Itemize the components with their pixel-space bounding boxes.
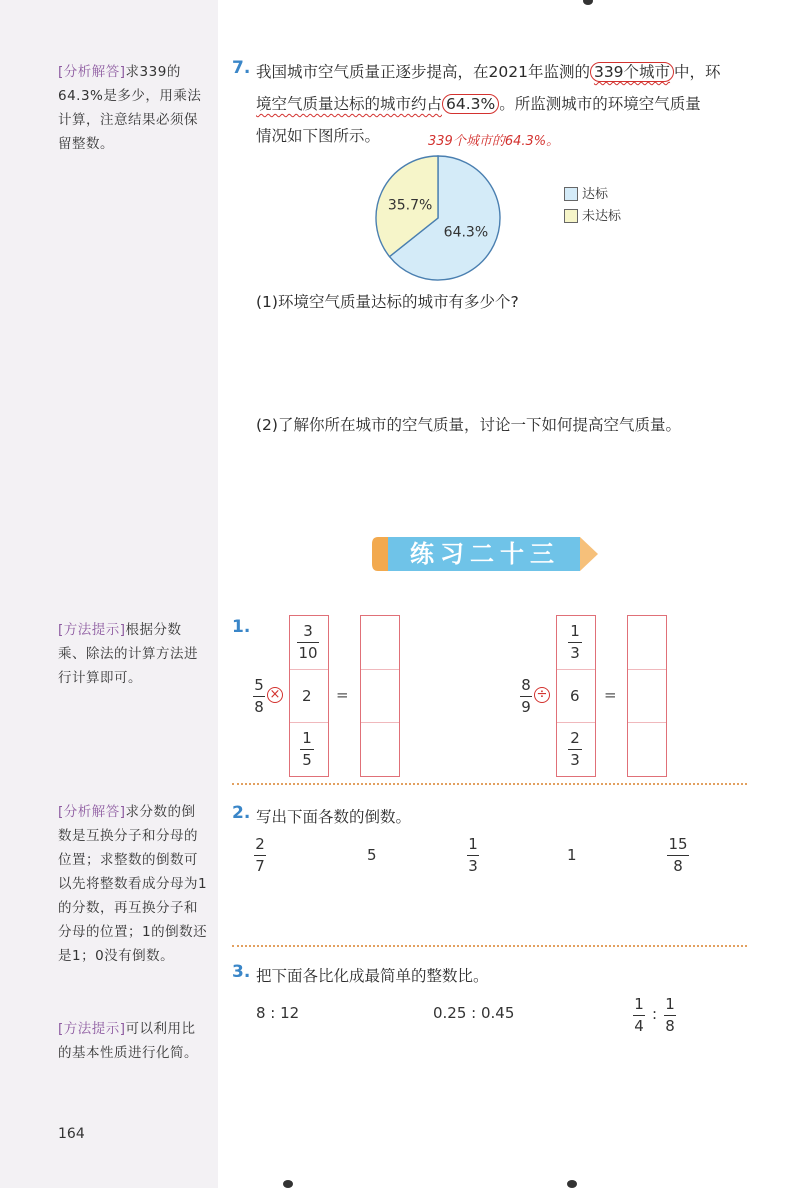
section-divider	[232, 945, 747, 947]
integer-item: 1	[567, 846, 577, 864]
note-tag: [分析解答]	[58, 804, 126, 820]
denominator: 8	[254, 698, 264, 716]
question-number: 7.	[232, 58, 251, 78]
numerator: 1	[570, 622, 580, 640]
answer-column[interactable]	[360, 615, 400, 777]
numerator: 8	[521, 676, 531, 694]
answer-column[interactable]	[627, 615, 667, 777]
denominator: 8	[673, 857, 683, 875]
legend-label-met: 达标	[582, 187, 609, 202]
binding-dot	[567, 1180, 577, 1188]
numerator: 2	[255, 835, 265, 853]
legend-swatch-unmet	[564, 209, 578, 223]
numerator: 2	[570, 729, 580, 747]
fraction-operand	[520, 676, 532, 717]
margin-sidebar	[0, 0, 218, 1188]
note-text: 根据分数乘、除法的计算方法进行计算即可。	[58, 622, 198, 686]
exercise-prompt	[256, 964, 489, 986]
circled-text: 339个城市	[590, 62, 674, 82]
circled-text: 64.3%	[442, 94, 499, 114]
fraction-cell	[300, 729, 314, 770]
integer-cell: 2	[302, 687, 312, 705]
section-title: 练习二十三	[390, 537, 580, 571]
exercise-number: 2.	[232, 803, 251, 823]
prompt-text: 把下面各比化成最简单的整数比。	[256, 967, 489, 985]
text-segment: 境空气质量达标的城市约占	[256, 95, 443, 113]
page-number: 164	[58, 1126, 85, 1142]
sub-question: (1)环境空气质量达标的城市有多少个?	[256, 293, 519, 311]
sidebar-note-method	[58, 1017, 208, 1065]
sidebar-note-method	[58, 618, 208, 690]
fraction-cell	[568, 729, 582, 770]
ratio-item: 0.25 : 0.45	[433, 1004, 515, 1022]
denominator: 4	[634, 1017, 644, 1035]
pie-chart	[368, 148, 508, 288]
denominator: 5	[302, 751, 312, 769]
divide-icon: ÷	[534, 687, 550, 703]
note-tag: [分析解答]	[58, 64, 126, 80]
fraction-term	[664, 995, 676, 1036]
exercise-prompt: 写出下面各数的倒数。	[256, 808, 412, 826]
denominator: 3	[570, 751, 580, 769]
legend-swatch-met	[564, 187, 578, 201]
numerator: 1	[665, 995, 675, 1013]
ratio-item: 8 : 12	[256, 1004, 300, 1022]
denominator: 10	[298, 644, 318, 662]
numerator: 15	[668, 835, 688, 853]
note-tag: [方法提示]	[58, 622, 126, 638]
note-tag: [方法提示]	[58, 1021, 126, 1037]
fraction-operand	[253, 676, 265, 717]
sub-question: (2)了解你所在城市的空气质量，讨论一下如何提高空气质量。	[256, 416, 681, 434]
fraction-cell	[568, 622, 582, 663]
note-text: 可以利用比的基本性质进行化简。	[58, 1021, 198, 1061]
ratio-colon: :	[652, 1005, 658, 1023]
numerator: 3	[303, 622, 313, 640]
numerator: 1	[468, 835, 478, 853]
fraction-item	[667, 835, 689, 876]
numerator: 1	[634, 995, 644, 1013]
integer-item: 5	[367, 846, 377, 864]
denominator: 3	[570, 644, 580, 662]
exercise-number: 1.	[232, 617, 251, 637]
question-line	[256, 92, 701, 114]
question-line: 情况如下图所示。	[256, 127, 381, 145]
fraction-item	[254, 835, 266, 876]
fraction-item	[467, 835, 479, 876]
text-segment: 。所监测城市的环境空气质量	[499, 95, 701, 113]
equals-sign: =	[336, 686, 349, 704]
note-text: 求分数的倒数是互换分子和分母的位置；求整数的倒数可以先将整数看成分母为1的分数，再互换分子和分母的位置；1的倒数还是1；0没有倒数。	[58, 804, 208, 964]
numerator: 1	[302, 729, 312, 747]
fraction-term	[633, 995, 645, 1036]
note-text: 求339的64.3%是多少，用乘法计算，注意结果必须保留整数。	[58, 64, 202, 152]
question-line	[256, 60, 721, 82]
legend-label-unmet: 未达标	[582, 209, 622, 224]
exercise-number: 3.	[232, 962, 251, 982]
binding-dot	[283, 1180, 293, 1188]
binding-dot	[583, 0, 593, 5]
numerator: 5	[254, 676, 264, 694]
denominator: 9	[521, 698, 531, 716]
text-segment: 中，环	[674, 63, 721, 81]
text-segment: 我国城市空气质量正逐步提高，在2021年监测的	[256, 63, 590, 81]
equals-sign: =	[604, 686, 617, 704]
denominator: 3	[468, 857, 478, 875]
pie-slice-label: 64.3%	[443, 224, 489, 241]
denominator: 7	[255, 857, 265, 875]
denominator: 8	[665, 1017, 675, 1035]
fraction-cell	[297, 622, 319, 663]
handwritten-annotation: 339个城市的64.3%。	[428, 134, 560, 149]
multiply-icon: ×	[267, 687, 283, 703]
integer-cell: 6	[570, 687, 580, 705]
pie-slice-label: 35.7%	[387, 197, 433, 214]
section-divider	[232, 783, 747, 785]
sidebar-note-analysis	[58, 60, 208, 156]
sidebar-note-analysis	[58, 800, 208, 968]
